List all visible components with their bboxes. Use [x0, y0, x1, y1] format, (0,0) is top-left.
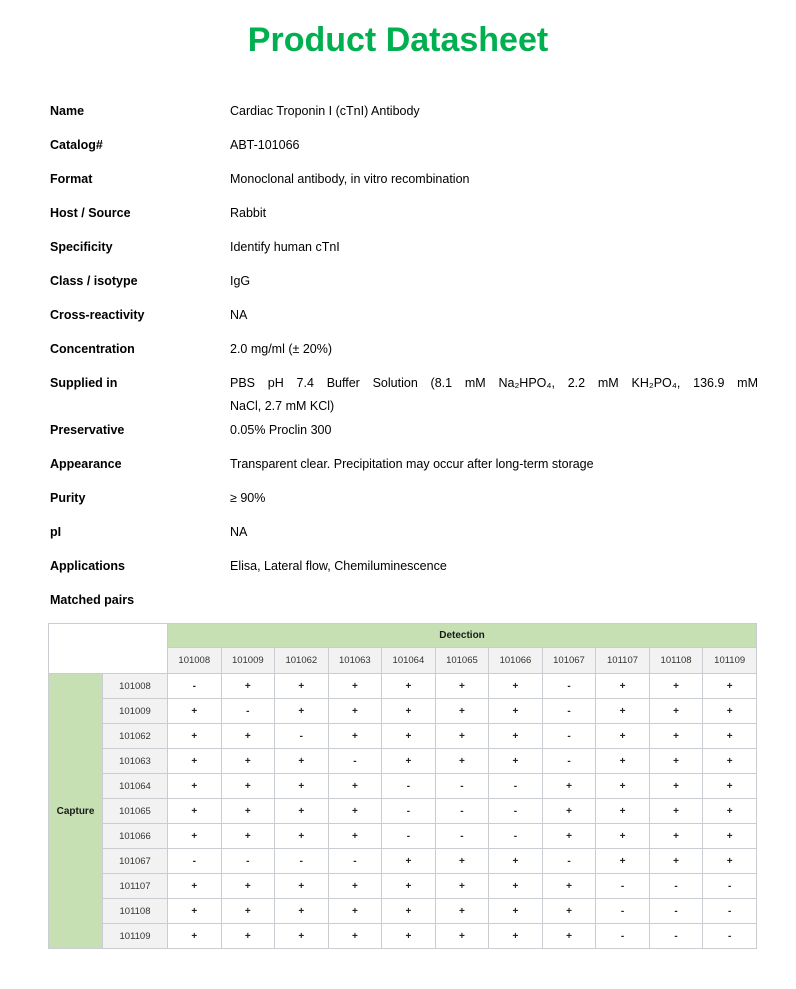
pair-cell: +: [489, 699, 543, 724]
detection-id-header: 101009: [221, 648, 275, 674]
pair-cell: -: [489, 774, 543, 799]
pair-cell: -: [382, 799, 436, 824]
pair-cell: +: [382, 724, 436, 749]
capture-id-header: 101108: [103, 899, 168, 924]
pair-cell: +: [328, 874, 382, 899]
pair-cell: +: [328, 899, 382, 924]
field-row: [50, 170, 758, 189]
page-title: Product Datasheet: [247, 21, 549, 59]
table-row: [49, 849, 757, 874]
pair-cell: +: [275, 699, 329, 724]
pair-cell: -: [435, 824, 489, 849]
table-row: [49, 899, 757, 924]
pair-cell: +: [168, 799, 222, 824]
field-row: [50, 523, 758, 542]
field-label: Name: [50, 104, 85, 118]
pair-cell: +: [435, 699, 489, 724]
field-value: Elisa, Lateral flow, Chemiluminescence: [230, 559, 447, 573]
pair-cell: +: [275, 749, 329, 774]
pair-cell: +: [435, 899, 489, 924]
pair-cell: +: [328, 774, 382, 799]
capture-id-header: 101063: [103, 749, 168, 774]
pair-cell: -: [542, 724, 596, 749]
pair-cell: +: [168, 924, 222, 949]
pair-cell: -: [542, 674, 596, 699]
field-value: Rabbit: [230, 206, 267, 220]
field-label: Appearance: [50, 457, 122, 471]
pair-cell: -: [221, 849, 275, 874]
field-label: pI: [50, 525, 62, 539]
pair-cell: +: [382, 674, 436, 699]
pair-cell: +: [435, 749, 489, 774]
detection-id-header: 101064: [382, 648, 436, 674]
pair-cell: +: [275, 774, 329, 799]
capture-id-header: 101008: [103, 674, 168, 699]
pair-cell: +: [382, 924, 436, 949]
pair-cell: +: [275, 874, 329, 899]
pair-cell: -: [328, 749, 382, 774]
pair-cell: -: [221, 699, 275, 724]
field-value: 0.05% Proclin 300: [230, 423, 332, 437]
pair-cell: +: [328, 724, 382, 749]
table-row: [49, 724, 757, 749]
pair-cell: +: [703, 724, 757, 749]
field-row: [50, 136, 758, 155]
detection-id-header: 101108: [649, 648, 703, 674]
field-value: ≥ 90%: [230, 491, 266, 505]
field-row: [50, 455, 758, 474]
pair-cell: +: [542, 874, 596, 899]
pair-cell: +: [168, 899, 222, 924]
field-label: Applications: [50, 559, 126, 573]
pair-cell: -: [489, 824, 543, 849]
pair-cell: -: [382, 824, 436, 849]
detection-id-header: 101109: [703, 648, 757, 674]
pair-cell: -: [489, 799, 543, 824]
pair-cell: -: [596, 899, 650, 924]
capture-id-header: 101109: [103, 924, 168, 949]
pair-cell: +: [435, 874, 489, 899]
pair-cell: -: [649, 924, 703, 949]
pair-cell: +: [221, 799, 275, 824]
field-label: Format: [50, 172, 93, 186]
pair-cell: +: [328, 674, 382, 699]
field-label: Preservative: [50, 423, 125, 437]
field-row: [50, 340, 758, 359]
pair-cell: -: [703, 874, 757, 899]
field-value: NA: [230, 308, 248, 322]
pair-cell: -: [649, 899, 703, 924]
field-value: NA: [230, 525, 248, 539]
field-label: Concentration: [50, 342, 135, 356]
matched-pairs-heading: Matched pairs: [50, 593, 135, 607]
detection-id-header: 101065: [435, 648, 489, 674]
field-row: [50, 272, 758, 291]
table-row: [49, 749, 757, 774]
field-value: 2.0 mg/ml (± 20%): [230, 342, 333, 356]
pair-cell: +: [596, 724, 650, 749]
pair-cell: +: [489, 899, 543, 924]
field-row: [50, 557, 758, 576]
pair-cell: +: [275, 799, 329, 824]
pair-cell: +: [221, 749, 275, 774]
field-label: Class / isotype: [50, 274, 138, 288]
table-row: [49, 799, 757, 824]
pair-cell: -: [596, 924, 650, 949]
table-row: [49, 924, 757, 949]
field-value: Identify human cTnI: [230, 240, 340, 254]
field-value: [230, 374, 758, 416]
field-label: Host / Source: [50, 206, 131, 220]
pair-cell: +: [649, 699, 703, 724]
detection-id-header: 101066: [489, 648, 543, 674]
detection-id-header: 101062: [275, 648, 329, 674]
pair-cell: +: [596, 824, 650, 849]
pair-cell: -: [542, 699, 596, 724]
pair-cell: +: [703, 799, 757, 824]
pair-cell: +: [382, 874, 436, 899]
pair-cell: +: [649, 824, 703, 849]
pair-cell: -: [435, 799, 489, 824]
capture-id-header: 101067: [103, 849, 168, 874]
capture-id-header: 101065: [103, 799, 168, 824]
pair-cell: +: [221, 774, 275, 799]
pair-cell: +: [221, 824, 275, 849]
pair-cell: -: [649, 874, 703, 899]
pair-cell: +: [168, 749, 222, 774]
pair-cell: +: [703, 824, 757, 849]
field-value: Transparent clear. Precipitation may occur after long-term storage: [230, 457, 594, 471]
pair-cell: -: [542, 749, 596, 774]
pair-cell: -: [703, 924, 757, 949]
pair-cell: +: [649, 749, 703, 774]
pair-cell: +: [542, 824, 596, 849]
table-row: [49, 674, 757, 699]
pair-cell: +: [221, 924, 275, 949]
pair-cell: -: [328, 849, 382, 874]
pair-cell: -: [168, 674, 222, 699]
pair-cell: +: [596, 699, 650, 724]
pair-cell: +: [435, 724, 489, 749]
table-row: [49, 824, 757, 849]
pair-cell: +: [489, 849, 543, 874]
pair-cell: -: [703, 899, 757, 924]
field-value: Monoclonal antibody, in vitro recombination: [230, 172, 470, 186]
capture-id-header: 101066: [103, 824, 168, 849]
field-value-line: PBS pH 7.4 Buffer Solution (8.1 mM Na₂HPO₄, 2.2 mM KH₂PO₄, 136.9 mM: [230, 376, 758, 390]
field-value: ABT-101066: [230, 138, 300, 152]
field-value-line: NaCl, 2.7 mM KCl): [230, 399, 335, 413]
table-row: [49, 874, 757, 899]
pair-cell: +: [703, 774, 757, 799]
pair-cell: +: [596, 774, 650, 799]
pair-cell: +: [221, 674, 275, 699]
pair-cell: +: [489, 924, 543, 949]
pair-cell: +: [596, 674, 650, 699]
pair-cell: +: [221, 724, 275, 749]
pair-cell: +: [649, 674, 703, 699]
pair-cell: +: [221, 899, 275, 924]
matched-pairs-table: [48, 623, 757, 949]
pair-cell: +: [542, 924, 596, 949]
pair-cell: +: [703, 699, 757, 724]
pair-cell: +: [328, 824, 382, 849]
pair-cell: +: [649, 849, 703, 874]
pair-cell: +: [649, 799, 703, 824]
pair-cell: -: [382, 774, 436, 799]
field-label: Catalog#: [50, 138, 103, 152]
pair-cell: +: [382, 749, 436, 774]
pair-cell: +: [275, 674, 329, 699]
pair-cell: +: [703, 849, 757, 874]
pair-cell: +: [168, 724, 222, 749]
field-row: [50, 374, 758, 416]
pair-cell: +: [489, 724, 543, 749]
pair-cell: -: [168, 849, 222, 874]
pair-cell: +: [596, 749, 650, 774]
pair-cell: +: [489, 874, 543, 899]
field-row: [50, 306, 758, 325]
pair-cell: +: [542, 774, 596, 799]
detection-id-header: 101107: [596, 648, 650, 674]
field-value: Cardiac Troponin I (cTnI) Antibody: [230, 104, 420, 118]
field-label: Specificity: [50, 240, 113, 254]
pair-cell: +: [168, 874, 222, 899]
pair-cell: +: [275, 924, 329, 949]
pair-cell: +: [542, 799, 596, 824]
field-value: IgG: [230, 274, 251, 288]
pair-cell: +: [703, 749, 757, 774]
pair-cell: +: [596, 849, 650, 874]
detection-id-header: 101063: [328, 648, 382, 674]
pair-cell: +: [275, 824, 329, 849]
field-row: [50, 421, 758, 440]
pair-cell: -: [542, 849, 596, 874]
detection-id-header: 101067: [542, 648, 596, 674]
pair-cell: -: [435, 774, 489, 799]
pair-cell: +: [382, 699, 436, 724]
detection-id-header: 101008: [168, 648, 222, 674]
pair-cell: +: [435, 674, 489, 699]
pair-cell: +: [168, 774, 222, 799]
pair-cell: +: [382, 849, 436, 874]
detection-header: Detection: [168, 624, 757, 648]
pair-cell: +: [328, 699, 382, 724]
pair-cell: +: [542, 899, 596, 924]
pair-cell: +: [275, 899, 329, 924]
pair-cell: +: [328, 924, 382, 949]
pair-cell: +: [596, 799, 650, 824]
field-label: Cross-reactivity: [50, 308, 145, 322]
field-label: Supplied in: [50, 376, 118, 390]
pair-cell: +: [649, 724, 703, 749]
capture-id-header: 101062: [103, 724, 168, 749]
capture-id-header: 101009: [103, 699, 168, 724]
fields-list: [50, 102, 758, 576]
capture-id-header: 101064: [103, 774, 168, 799]
pair-cell: +: [435, 924, 489, 949]
field-row: [50, 102, 758, 121]
pair-cell: +: [489, 749, 543, 774]
pair-cell: +: [703, 674, 757, 699]
pair-cell: -: [275, 724, 329, 749]
pair-cell: +: [221, 874, 275, 899]
field-label: Purity: [50, 491, 86, 505]
table-row: [49, 774, 757, 799]
field-row: [50, 204, 758, 223]
pair-cell: +: [168, 824, 222, 849]
pair-cell: -: [275, 849, 329, 874]
pair-cell: +: [382, 899, 436, 924]
pair-cell: +: [168, 699, 222, 724]
pair-cell: -: [596, 874, 650, 899]
pair-cell: +: [649, 774, 703, 799]
pair-cell: +: [489, 674, 543, 699]
table-row: [49, 699, 757, 724]
pair-cell: +: [328, 799, 382, 824]
field-row: [50, 489, 758, 508]
field-row: [50, 238, 758, 257]
capture-id-header: 101107: [103, 874, 168, 899]
capture-header: Capture: [49, 674, 103, 949]
table-corner-cell: [49, 624, 168, 674]
pair-cell: +: [435, 849, 489, 874]
